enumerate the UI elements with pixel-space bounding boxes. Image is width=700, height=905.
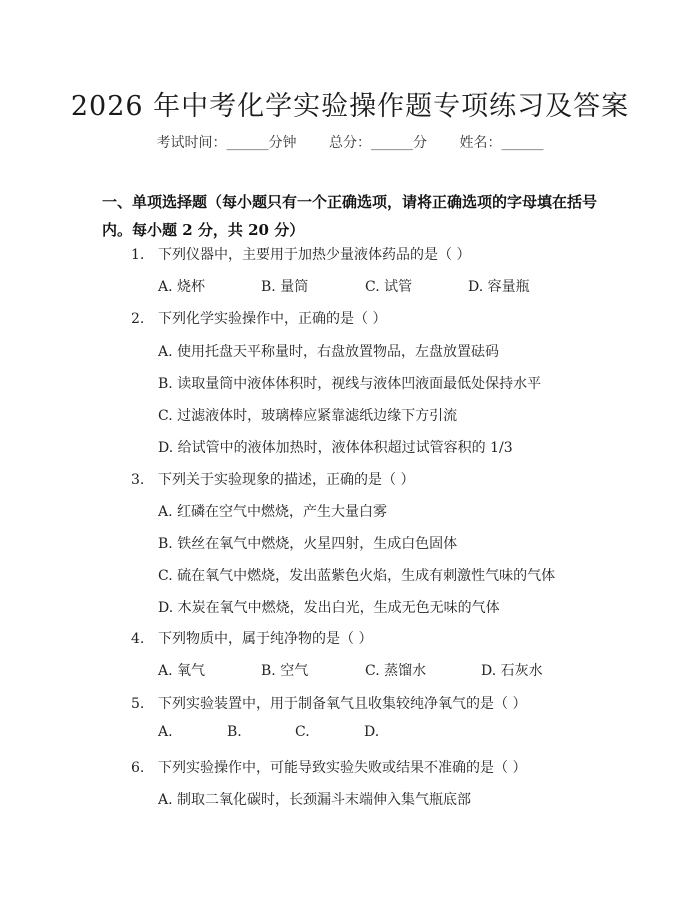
option-c: C. [295, 724, 310, 740]
question-2 [131, 308, 386, 328]
question-number: 2. [131, 311, 145, 327]
question-number: 5. [131, 696, 145, 712]
question-number: 4. [131, 631, 145, 647]
question-6 [131, 757, 526, 777]
option-b: B. 空气 [261, 663, 309, 679]
option-d: D. 木炭在氧气中燃烧，发出白光，生成无色无味的气体 [158, 600, 500, 616]
option-a: A. 氧气 [158, 663, 206, 679]
question-text: 下列实验操作中，可能导致实验失败或结果不准确的是（ ） [158, 760, 527, 776]
question-text: 下列实验装置中，用于制备氧气且收集较纯净氧气的是（ ） [158, 696, 527, 712]
option-a: A. 使用托盘天平称量时，右盘放置物品，左盘放置砝码 [158, 344, 500, 360]
section-heading: 一、单项选择题（每小题只有一个正确选项，请将正确选项的字母填在括号内。每小题 2 分，共 20 分） [102, 193, 598, 239]
option-b: B. 铁丝在氧气中燃烧，火星四射，生成白色固体 [158, 536, 458, 552]
exam-info [0, 132, 700, 152]
question-text: 下列关于实验现象的描述，正确的是（ ） [158, 472, 415, 488]
option-d: D. 给试管中的液体加热时，液体体积超过试管容积的 1/3 [158, 440, 513, 456]
option-a: A. 烧杯 [158, 279, 206, 295]
question-5-options [158, 724, 379, 740]
question-1 [131, 244, 470, 264]
question-number: 1. [131, 247, 145, 263]
option-c: C. 过滤液体时，玻璃棒应紧靠滤纸边缘下方引流 [158, 408, 458, 424]
question-number: 6. [131, 760, 145, 776]
option-b: B. 量筒 [261, 279, 309, 295]
question-number: 3. [131, 472, 145, 488]
question-1-options [158, 276, 530, 296]
question-text: 下列仪器中，主要用于加热少量液体药品的是（ ） [158, 247, 471, 263]
option-a: A. [158, 724, 173, 740]
option-b: B. [227, 724, 242, 740]
question-3 [131, 469, 414, 489]
option-c: C. 蒸馏水 [365, 663, 427, 679]
question-text: 下列物质中，属于纯净物的是（ ） [158, 631, 373, 647]
option-d: D. 容量瓶 [468, 279, 530, 295]
option-c: C. 试管 [365, 279, 413, 295]
option-d: D. 石灰水 [481, 663, 543, 679]
exam-time-field: 考试时间：______分钟 [156, 135, 297, 151]
option-b: B. 读取量筒中液体体积时，视线与液体凹液面最低处保持水平 [158, 376, 542, 392]
option-c: C. 硫在氧气中燃烧，发出蓝紫色火焰，生成有刺激性气味的气体 [158, 568, 556, 584]
option-a: A. 红磷在空气中燃烧，产生大量白雾 [158, 504, 388, 520]
question-4 [131, 628, 372, 648]
question-text: 下列化学实验操作中，正确的是（ ） [158, 311, 387, 327]
question-5 [131, 693, 526, 713]
option-d: D. [364, 724, 380, 740]
total-score-field: 总分：______分 [329, 135, 427, 151]
option-a: A. 制取二氧化碳时，长颈漏斗末端伸入集气瓶底部 [158, 792, 472, 808]
page-title: 2026 年中考化学实验操作题专项练习及答案 [70, 91, 630, 122]
question-4-options [158, 660, 543, 680]
student-name-field: 姓名：______ [459, 135, 544, 151]
